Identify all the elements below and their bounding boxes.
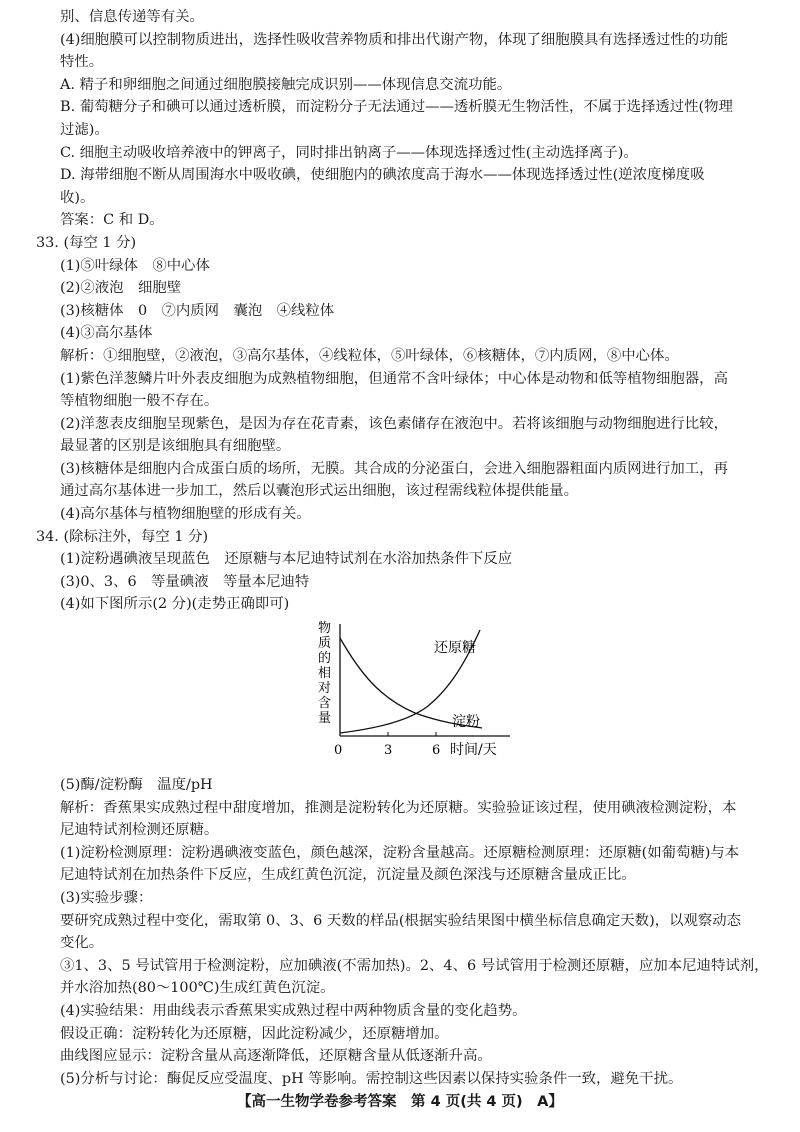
text-line: B. 葡萄糖分子和碘可以通过透析膜，而淀粉分子无法通过——透析膜无生物活性，不属于选择透过性(物理: [60, 99, 733, 116]
text-line: 等植物细胞一般不存在。: [60, 393, 219, 410]
text-line: 收)。: [60, 189, 95, 206]
text-line: (1)淀粉遇碘液呈现蓝色 还原糖与本尼迪特试剂在水浴加热条件下反应: [60, 551, 513, 568]
text-line: 并水浴加热(80～100℃)生成红黄色沉淀。: [60, 980, 335, 997]
text-line: (5)酶/淀粉酶 温度/pH: [60, 777, 213, 794]
text-line: 33. (每空 1 分): [36, 234, 137, 251]
text-line: ③1、3、5 号试管用于检测淀粉，应加碘液(不需加热)。2、4、6 号试管用于检测还原糖，应加本尼迪特试剂，: [60, 957, 769, 974]
text-line: 过滤)。: [60, 121, 109, 138]
text-line: 曲线图应显示：淀粉含量从高逐渐降低，还原糖含量从低逐渐升高。: [60, 1048, 492, 1065]
text-line: 尼迪特试剂在加热条件下反应，生成红黄色沉淀，沉淀量及颜色深浅与还原糖含量成正比。: [60, 867, 636, 884]
answer-text-block-1: [36, 6, 772, 616]
figure-starch-sugar-curve: [60, 618, 772, 772]
text-line: 最显著的区别是该细胞具有细胞壁。: [60, 438, 291, 455]
text-line: C. 细胞主动吸收培养液中的钾离子，同时排出钠离子——体现选择透过性(主动选择离子)。: [60, 144, 638, 161]
text-line: (1)紫色洋葱鳞片叶外表皮细胞为成熟植物细胞，但通常不含叶绿体；中心体是动物和低等植物细胞器，高: [60, 370, 728, 387]
text-line: 解析：①细胞壁，②液泡，③高尔基体，④线粒体，⑤叶绿体，⑥核糖体，⑦内质网，⑧中心体。: [60, 347, 679, 364]
text-line: 尼迪特试剂检测还原糖。: [60, 822, 219, 839]
text-line: (2)②液泡 细胞壁: [60, 280, 182, 297]
text-line: 解析：香蕉果实成熟过程中甜度增加，推测是淀粉转化为还原糖。实验验证该过程，使用碘液检测淀粉，本: [60, 799, 737, 816]
text-line: (3)实验步骤：: [60, 890, 153, 906]
text-line: (4)实验结果：用曲线表示香蕉果实成熟过程中两种物质含量的变化趋势。: [60, 1002, 527, 1019]
text-line: (3)核糖体 0 ⑦内质网 囊泡 ④线粒体: [60, 302, 335, 319]
trend-chart: [310, 618, 550, 768]
page-footer: 【高一生物学卷参考答案 第 4 页(共 4 页) A】: [237, 1094, 563, 1110]
text-line: (1)淀粉检测原理：淀粉遇碘液变蓝色，颜色越深，淀粉含量越高。还原糖检测原理：还原糖(如葡萄糖)与本: [60, 844, 740, 861]
text-line: D. 海带细胞不断从周围海水中吸收碘，使细胞内的碘浓度高于海水——体现选择透过性(逆浓度梯度吸: [60, 167, 705, 184]
text-line: (3)核糖体是细胞内合成蛋白质的场所，无膜。其合成的分泌蛋白，会进入细胞器粗面内质网进行加工，再: [60, 460, 728, 477]
text-line: (4)高尔基体与植物细胞壁的形成有关。: [60, 506, 311, 523]
text-line: (5)分析与讨论：酶促反应受温度、pH 等影响。需控制这些因素以保持实验条件一致，避免干扰。: [60, 1070, 683, 1087]
x-tick-label-6: 6: [432, 743, 441, 759]
text-line: (4)③高尔基体: [60, 325, 153, 342]
text-line: (2)洋葱表皮细胞呈现紫色，是因为存在花青素，该色素储存在液泡中。若将该细胞与动物细胞进行比较，: [60, 415, 728, 432]
text-line: 答案：C 和 D。: [60, 212, 164, 229]
text-line: A. 精子和卵细胞之间通过细胞膜接触完成识别——体现信息交流功能。: [60, 76, 512, 93]
document-body: [36, 6, 772, 1090]
text-line: 通过高尔基体进一步加工，然后以囊泡形式运出细胞，该过程需线粒体提供能量。: [60, 483, 579, 500]
text-line: 特性。: [60, 54, 104, 71]
origin-label: 0: [334, 743, 343, 759]
text-line: 变化。: [60, 935, 104, 952]
x-tick-label-3: 3: [384, 743, 393, 759]
text-line: (1)⑤叶绿体 ⑧中心体: [60, 257, 210, 274]
x-axis-label: 时间/天: [450, 742, 497, 759]
text-line: (3)0、3、6 等量碘液 等量本尼迪特: [60, 573, 310, 590]
text-line: (4)细胞膜可以控制物质进出，选择性吸收营养物质和排出代谢产物，体现了细胞膜具有选择透过性的功能: [60, 31, 728, 48]
text-line: 34. (除标注外，每空 1 分): [36, 528, 209, 545]
text-line: (4)如下图所示(2 分)(走势正确即可): [60, 596, 290, 613]
text-line: 别、信息传递等有关。: [60, 9, 204, 25]
reducing-sugar-label: 还原糖: [434, 640, 476, 657]
starch-label: 淀粉: [452, 714, 480, 731]
y-axis-label: 物质的相对含量: [318, 621, 332, 727]
text-line: 要研究成熟过程中变化，需取第 0、3、6 天数的样品(根据实验结果图中横坐标信息确定天数)，以观察动态: [60, 912, 742, 929]
text-line: 假设正确：淀粉转化为还原糖，因此淀粉减少，还原糖增加。: [60, 1025, 449, 1042]
answer-text-block-2: [60, 774, 772, 1090]
